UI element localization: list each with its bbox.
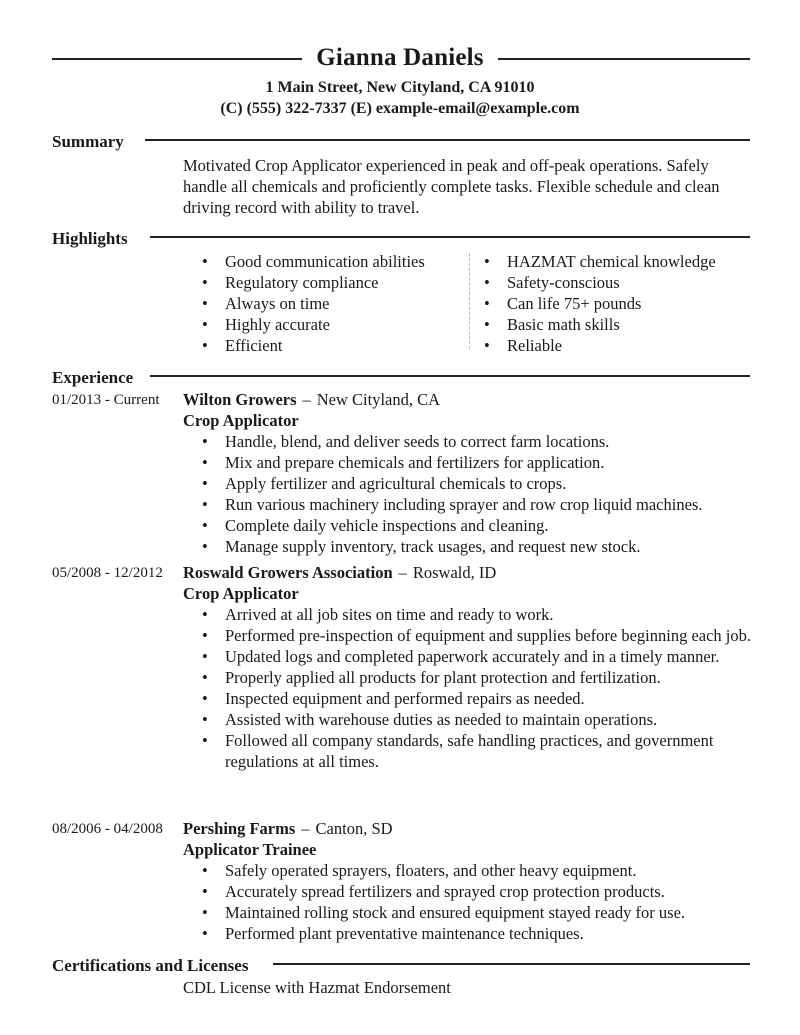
list-item: • Reliable <box>465 335 750 356</box>
list-item: • Basic math skills <box>465 314 750 335</box>
job-bullets <box>183 604 753 772</box>
employer-name: Roswald Growers Association <box>183 563 393 582</box>
job-dates: 05/2008 - 12/2012 <box>52 565 163 581</box>
list-item: • Updated logs and completed paperwork accurately and in a timely manner. <box>183 646 753 667</box>
list-item: • HAZMAT chemical knowledge <box>465 251 750 272</box>
employer-name: Pershing Farms <box>183 819 296 838</box>
list-item: • Accurately spread fertilizers and sprayed crop protection products. <box>183 881 753 902</box>
list-item: • Performed pre-inspection of equipment and supplies before beginning each job. <box>183 625 753 646</box>
list-item: • Efficient <box>183 335 463 356</box>
list-item: • Arrived at all job sites on time and ready to work. <box>183 604 753 625</box>
job-bullets <box>183 431 753 557</box>
summary-title: Summary <box>52 132 124 151</box>
highlights-right-list <box>465 251 750 356</box>
employer-name: Wilton Growers <box>183 390 297 409</box>
list-item: • Maintained rolling stock and ensured equipment stayed ready for use. <box>183 902 753 923</box>
separator-dash: – <box>398 563 407 582</box>
list-item: • Inspected equipment and performed repairs as needed. <box>183 688 753 709</box>
highlights-left-list <box>183 251 463 356</box>
list-item: • Performed plant preventative maintenance techniques. <box>183 923 753 944</box>
summary-text: Motivated Crop Applicator experienced in peak and off-peak operations. Safely handle all chemicals and proficiently complete tasks. Flexible schedule and clean driving record with ability to travel. <box>183 156 720 217</box>
list-item: • Handle, blend, and deliver seeds to correct farm locations. <box>183 431 753 452</box>
list-item: • Run various machinery including sprayer and row crop liquid machines. <box>183 494 753 515</box>
list-item: • Can life 75+ pounds <box>465 293 750 314</box>
list-item: • Properly applied all products for plant protection and fertilization. <box>183 667 753 688</box>
job-employer-line <box>183 563 496 583</box>
job-role: Applicator Trainee <box>183 840 317 859</box>
highlights-rule <box>150 236 750 238</box>
list-item: • Highly accurate <box>183 314 463 335</box>
job-dates: 08/2006 - 04/2008 <box>52 821 163 837</box>
candidate-name: Gianna Daniels <box>316 44 484 71</box>
list-item: • Manage supply inventory, track usages, and request new stock. <box>183 536 753 557</box>
separator-dash: – <box>301 819 310 838</box>
job-role: Crop Applicator <box>183 584 299 603</box>
employer-location: New Cityland, CA <box>316 390 441 409</box>
separator-dash: – <box>302 390 311 409</box>
list-item: • Regulatory compliance <box>183 272 463 293</box>
experience-rule <box>150 375 750 377</box>
job-employer-line <box>183 390 440 410</box>
list-item: • Safety-conscious <box>465 272 750 293</box>
certifications-rule <box>273 963 750 965</box>
job-employer-line <box>183 819 393 839</box>
job-bullets <box>183 860 753 944</box>
certifications-title: Certifications and Licenses <box>52 956 249 975</box>
list-item: • Mix and prepare chemicals and fertilizers for application. <box>183 452 753 473</box>
list-item: • Safely operated sprayers, floaters, and other heavy equipment. <box>183 860 753 881</box>
experience-title: Experience <box>52 368 134 387</box>
highlights-title: Highlights <box>52 229 128 248</box>
certification-item: CDL License with Hazmat Endorsement <box>183 978 451 997</box>
list-item: • Followed all company standards, safe handling practices, and government regulations at all times. <box>183 730 753 772</box>
job-dates: 01/2013 - Current <box>52 392 160 408</box>
list-item: • Apply fertilizer and agricultural chemicals to crops. <box>183 473 753 494</box>
list-item: • Good communication abilities <box>183 251 463 272</box>
list-item: • Always on time <box>183 293 463 314</box>
employer-location: Canton, SD <box>315 819 393 838</box>
phone-email: (C) (555) 322-7337 (E) example-email@example.com <box>220 100 580 117</box>
summary-rule <box>145 139 750 141</box>
address: 1 Main Street, New Cityland, CA 91010 <box>265 79 535 96</box>
list-item: • Complete daily vehicle inspections and cleaning. <box>183 515 753 536</box>
list-item: • Assisted with warehouse duties as needed to maintain operations. <box>183 709 753 730</box>
job-role: Crop Applicator <box>183 411 299 430</box>
employer-location: Roswald, ID <box>412 563 497 582</box>
